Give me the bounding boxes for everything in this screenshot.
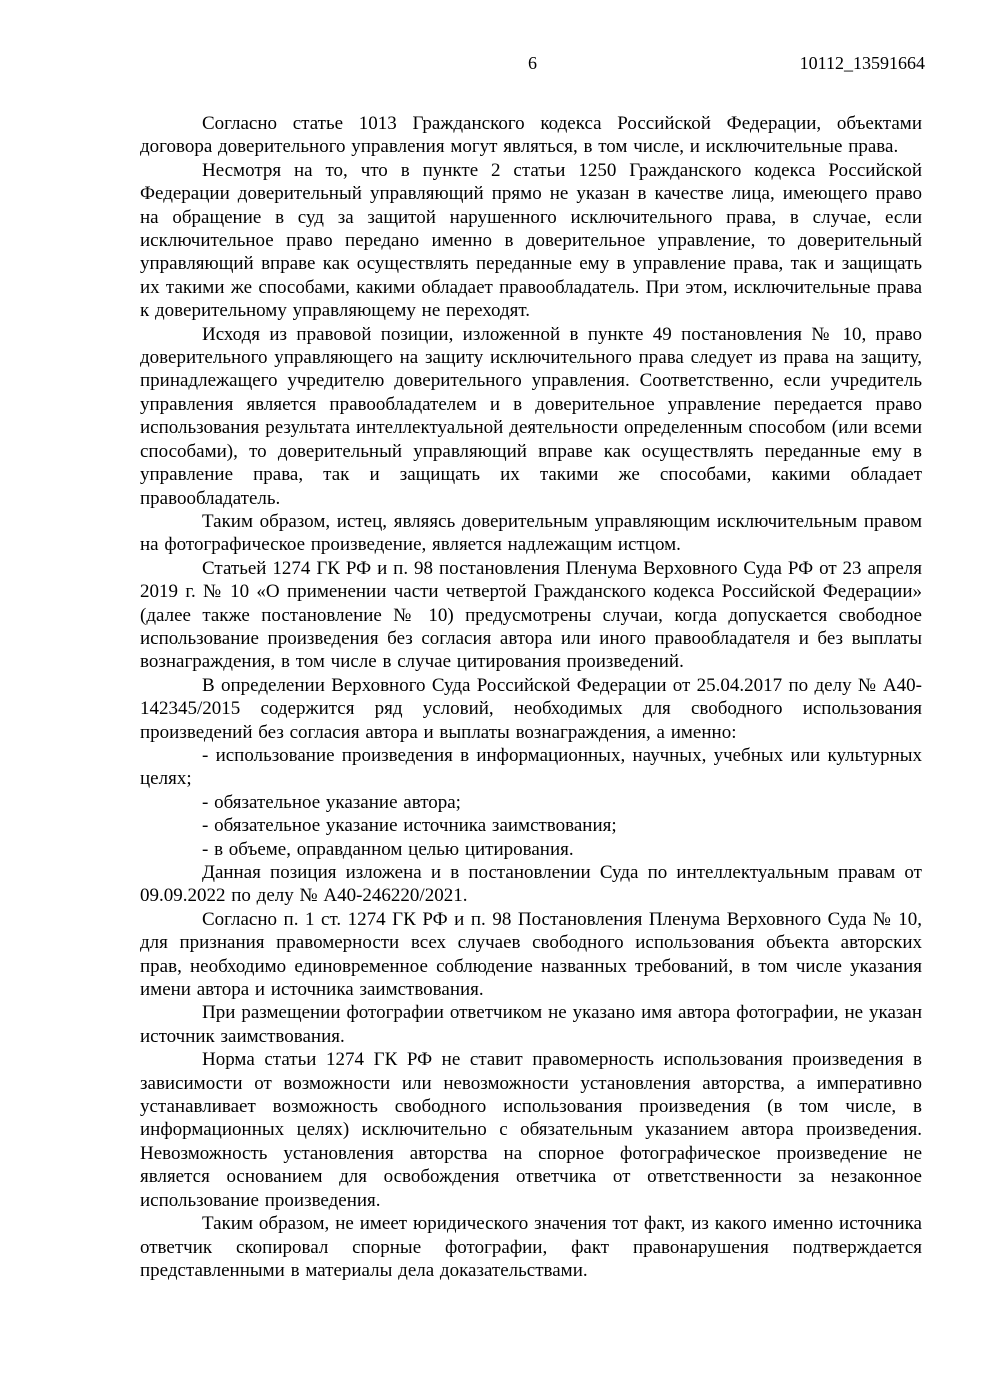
paragraph: Статьей 1274 ГК РФ и п. 98 постановления Пленума Верховного Суда РФ от 23 апреля 2019 г. № 10 «О применении части четвертой Гражданского кодекса Российской Федерации» (далее также постановление № 10) предусмотрены случаи, когда допускается свободное использование произведения без согласия автора или иного правообладателя и без выплаты вознаграждения, в том числе в случае цитирования произведений. — [140, 557, 922, 673]
paragraph: - обязательное указание источника заимствования; — [202, 815, 617, 837]
paragraph: Норма статьи 1274 ГК РФ не ставит правомерность использования произведения в зависимости от возможности или невозможности установления авторства, а императивно устанавливает возможность свободного использования произведения (в том числе, в информационных целях) исключительно с обязательным указанием автора произведения. Невозможность установления авторства на спорное фотографическое произведение не является основанием для освобождения ответчика от ответственности за незаконное использование произведения. — [140, 1049, 922, 1211]
paragraph: - в объеме, оправданном целью цитирования. — [202, 838, 574, 860]
paragraph: Несмотря на то, что в пункте 2 статьи 1250 Гражданского кодекса Российской Федерации доверительный управляющий прямо не указан в качестве лица, имеющего право на обращение в суд за защитой нарушенного исключительного права, в случае, если исключительное право передано именно в доверительное управление, то доверительный управляющий вправе как осуществлять переданные ему в управление права, так и защищать их такими же способами, какими обладает правообладатель. При этом, исключительные права к доверительному управляющему не переходят. — [140, 159, 922, 322]
paragraph: - использование произведения в информационных, научных, учебных или культурных целях; — [140, 744, 922, 790]
paragraph: Таким образом, истец, являясь доверительным управляющим исключительным правом на фотографическое произведение, является надлежащим истцом. — [140, 510, 922, 556]
paragraph: Исходя из правовой позиции, изложенной в пункте 49 постановления № 10, право доверительного управляющего на защиту исключительного права следует из права на защиту, принадлежащего учредителю доверительного управления. Соответственно, если учредитель управления является правообладателем и в доверительное управление передается право использования результата интеллектуальной деятельности определенным способом (или всеми способами), то доверительный управляющий вправе как осуществлять переданные ему в управление права, так и защищать их такими же способами, какими обладает правообладатель. — [140, 323, 922, 509]
paragraph: В определении Верховного Суда Российской Федерации от 25.04.2017 по делу № А40-142345/2015 содержится ряд условий, необходимых для свободного использования произведений без согласия автора и выплаты вознаграждения, а именно: — [140, 674, 922, 743]
page-header — [140, 52, 925, 74]
document-body — [140, 112, 922, 1282]
page-number: 6 — [528, 53, 537, 73]
paragraph: - обязательное указание автора; — [202, 791, 461, 813]
paragraph: Согласно статье 1013 Гражданского кодекса Российской Федерации, объектами договора доверительного управления могут являться, в том числе, и исключительные права. — [140, 113, 922, 158]
paragraph: Таким образом, не имеет юридического значения тот факт, из какого именно источника ответчик скопировал спорные фотографии, факт правонарушения подтверждается представленными в материалы дела доказательствами. — [140, 1213, 922, 1281]
paragraph: Данная позиция изложена и в постановлении Суда по интеллектуальным правам от 09.09.2022 по делу № А40-246220/2021. — [140, 862, 922, 907]
paragraph: Согласно п. 1 ст. 1274 ГК РФ и п. 98 Постановления Пленума Верховного Суда № 10, для признания правомерности всех случаев свободного использования объекта авторских прав, необходимо единовременное соблюдение названных требований, в том числе указания имени автора и источника заимствования. — [140, 908, 922, 1001]
paragraph: При размещении фотографии ответчиком не указано имя автора фотографии, не указан источник заимствования. — [140, 1002, 922, 1047]
document-id: 10112_13591664 — [799, 53, 925, 73]
